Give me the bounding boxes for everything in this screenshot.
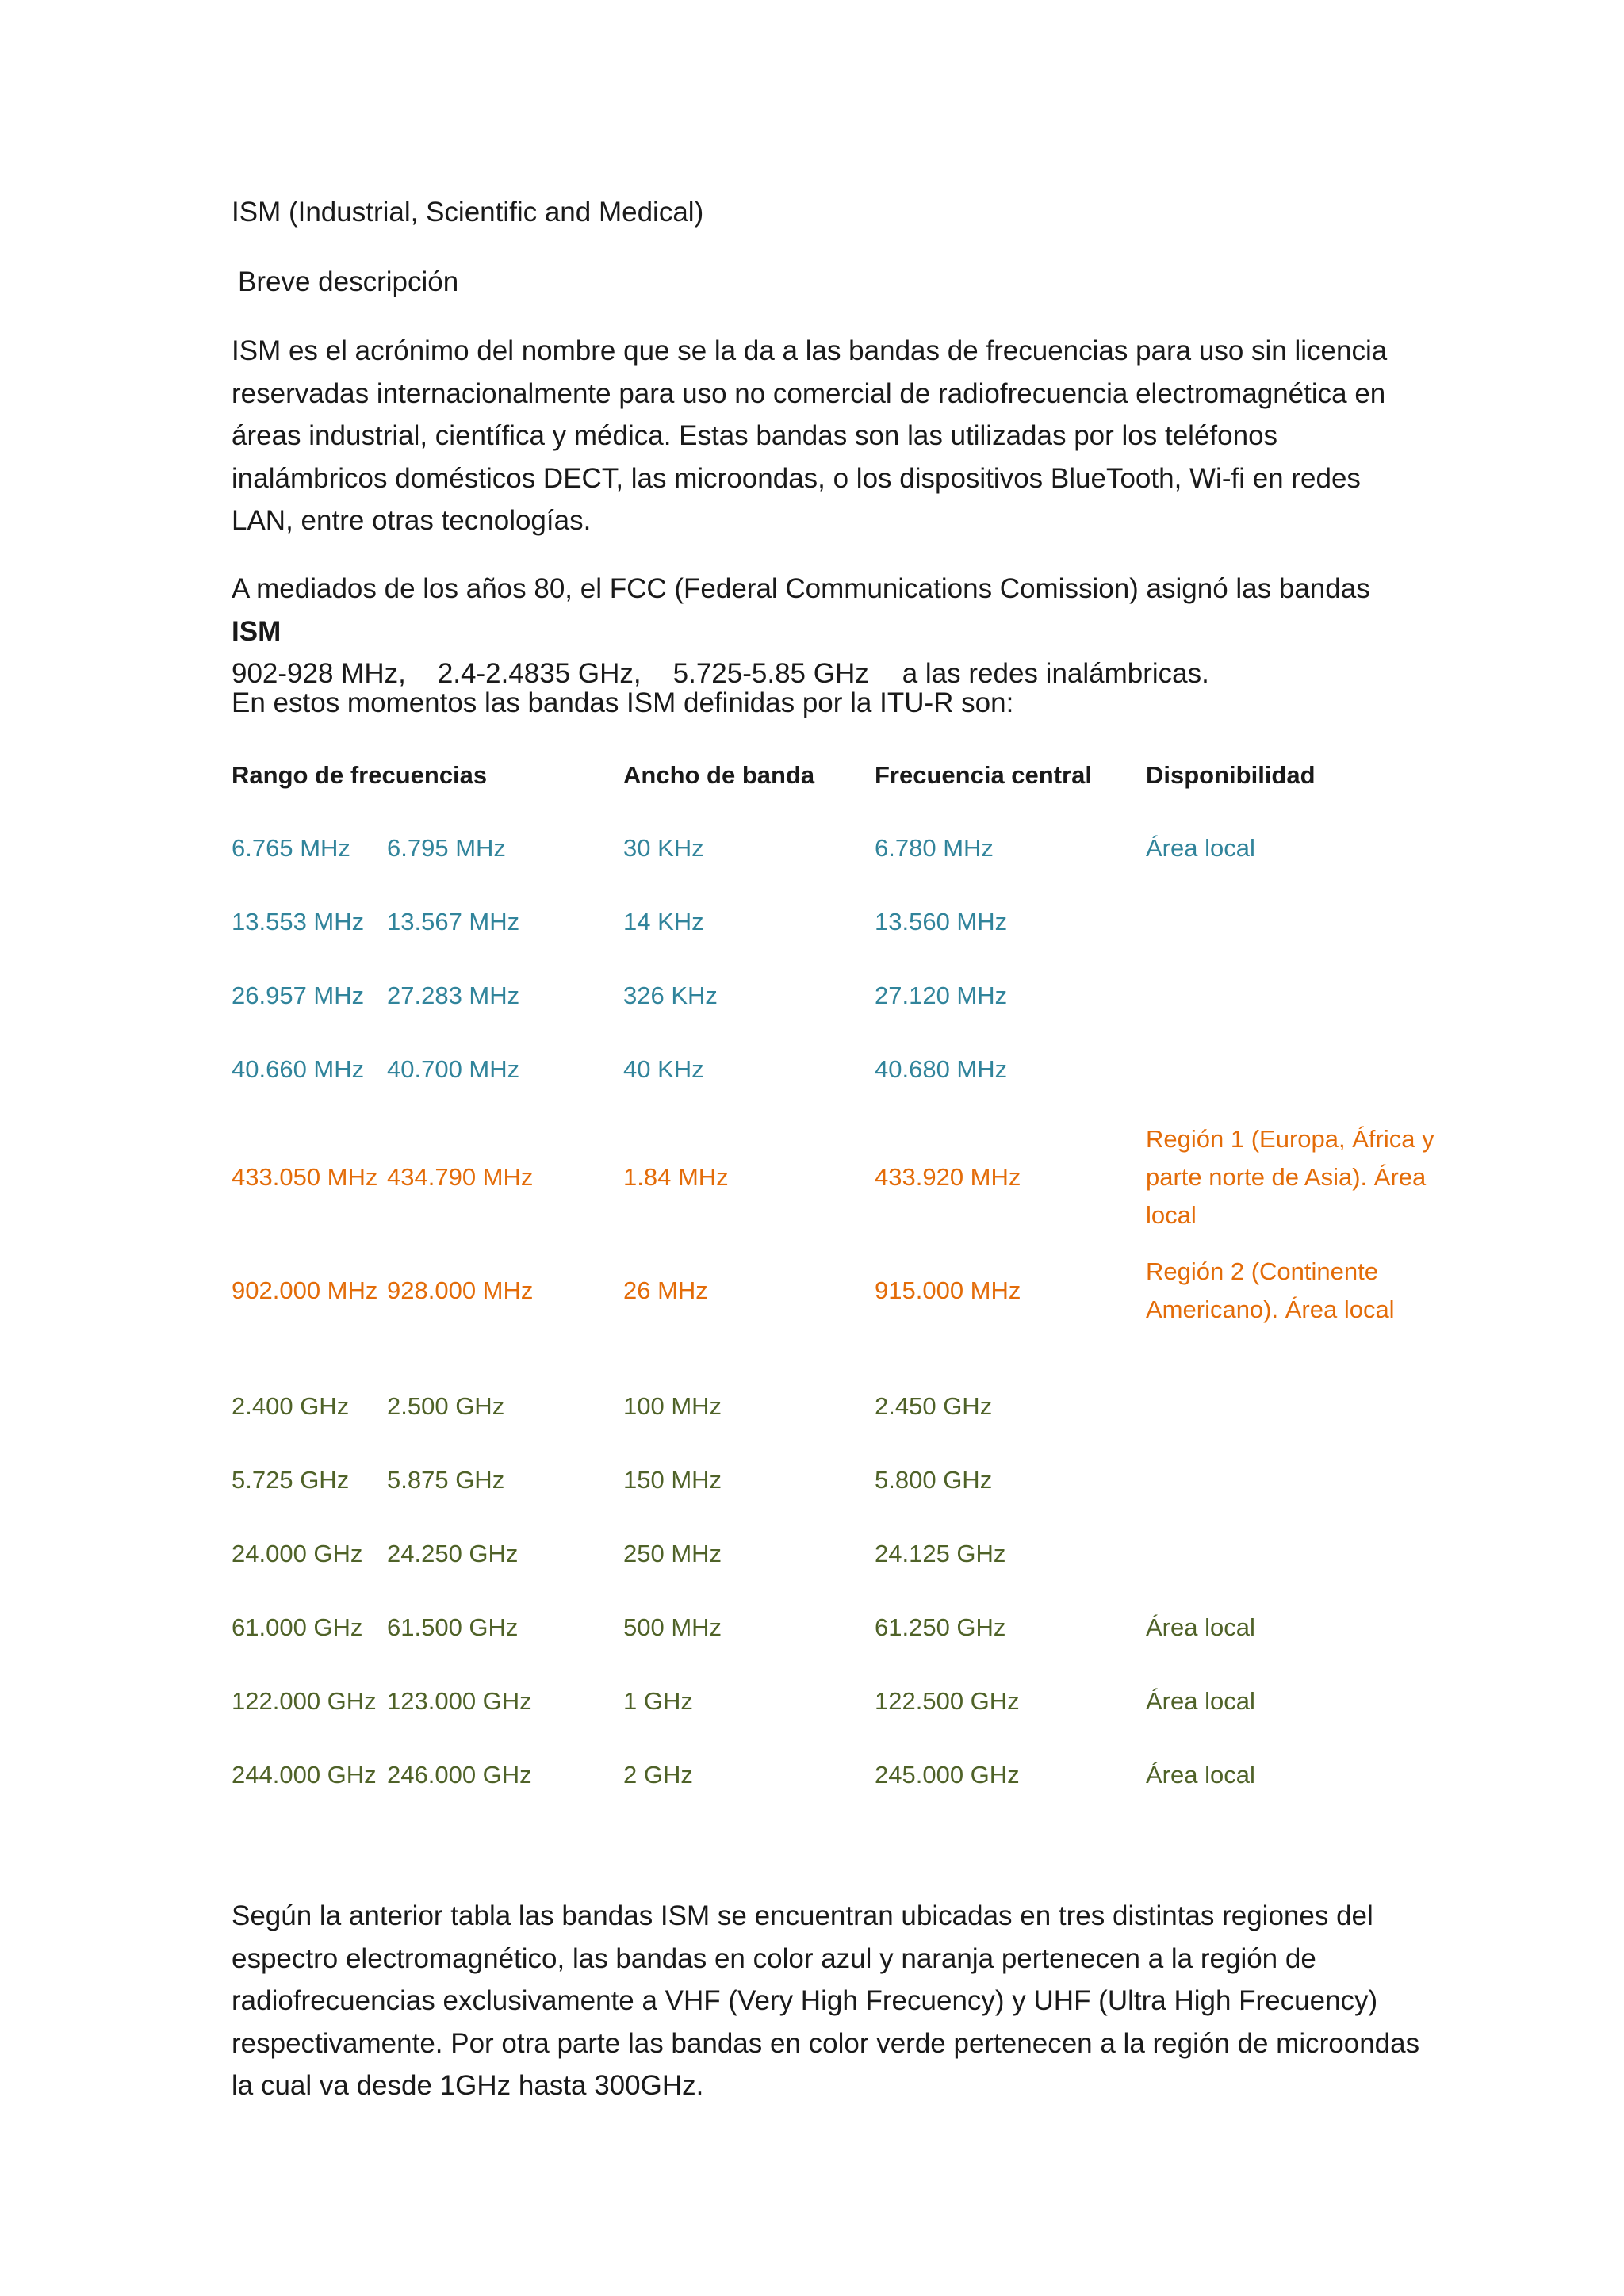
history-paragraph: [232, 568, 1421, 695]
table-row: [232, 1679, 1469, 1724]
cell-range-to: 40.700 MHz: [387, 1055, 520, 1083]
table-row: [232, 1605, 1469, 1650]
cell-bandwidth: 2 GHz: [623, 1761, 693, 1789]
document-title: ISM (Industrial, Scientific and Medical): [232, 197, 704, 228]
cell-range-from: 244.000 GHz: [232, 1761, 377, 1789]
cell-center-frequency: 40.680 MHz: [875, 1055, 1008, 1083]
cell-range-from: 61.000 GHz: [232, 1613, 363, 1641]
document-subtitle: Breve descripción: [238, 266, 459, 297]
cell-availability: [1146, 1458, 1447, 1502]
cell-range-from: 40.660 MHz: [232, 1055, 365, 1083]
cell-range-from: 26.957 MHz: [232, 982, 365, 1009]
cell-range-to: 2.500 GHz: [387, 1392, 505, 1420]
cell-center-frequency: 915.000 MHz: [875, 1276, 1021, 1304]
cell-bandwidth: 1.84 MHz: [623, 1163, 729, 1191]
cell-range-from: 24.000 GHz: [232, 1540, 363, 1567]
cell-center-frequency: 61.250 GHz: [875, 1613, 1006, 1641]
cell-availability: Región 1 (Europa, África y parte norte de Asia). Área local: [1146, 1125, 1434, 1229]
table-row: [232, 974, 1469, 1018]
cell-availability: Área local: [1146, 1613, 1255, 1641]
table-row: [232, 1532, 1469, 1576]
cell-center-frequency: 5.800 GHz: [875, 1466, 993, 1494]
history-band-2: 2.4-2.4835 GHz,: [437, 658, 642, 689]
cell-range-from: 5.725 GHz: [232, 1466, 350, 1494]
cell-range-to: 928.000 MHz: [387, 1276, 534, 1304]
history-band-3: 5.725-5.85 GHz: [672, 658, 869, 689]
cell-range-to: 123.000 GHz: [387, 1687, 532, 1715]
cell-availability: Región 2 (Continente Americano). Área local: [1146, 1257, 1395, 1323]
table-row: [232, 1047, 1469, 1092]
history-text-b: a las redes inalámbricas.: [902, 658, 1209, 689]
cell-center-frequency: 24.125 GHz: [875, 1540, 1006, 1567]
cell-bandwidth: 26 MHz: [623, 1276, 708, 1304]
cell-availability: Área local: [1146, 834, 1255, 862]
header-availability: Disponibilidad: [1146, 761, 1316, 789]
cell-range-from: 433.050 MHz: [232, 1163, 378, 1191]
cell-bandwidth: 14 KHz: [623, 908, 704, 936]
cell-center-frequency: 27.120 MHz: [875, 982, 1008, 1009]
cell-center-frequency: 433.920 MHz: [875, 1163, 1021, 1191]
table-row: [232, 1384, 1469, 1429]
cell-availability: [1146, 900, 1447, 944]
cell-center-frequency: 245.000 GHz: [875, 1761, 1020, 1789]
history-bold-ism: ISM: [232, 615, 282, 647]
cell-center-frequency: 2.450 GHz: [875, 1392, 993, 1420]
cell-bandwidth: 500 MHz: [623, 1613, 722, 1641]
header-frequency-range: Rango de frecuencias: [232, 761, 488, 789]
cell-range-to: 61.500 GHz: [387, 1613, 519, 1641]
cell-availability: Área local: [1146, 1687, 1255, 1715]
table-row: [232, 1121, 1469, 1234]
table-header: [232, 753, 1469, 798]
cell-range-to: 434.790 MHz: [387, 1163, 534, 1191]
cell-range-to: 24.250 GHz: [387, 1540, 519, 1567]
header-center-frequency: Frecuencia central: [875, 761, 1092, 789]
history-band-1: 902-928 MHz,: [232, 658, 406, 689]
table-row: [232, 900, 1469, 944]
cell-bandwidth: 100 MHz: [623, 1392, 722, 1420]
cell-availability: [1146, 1047, 1447, 1092]
table-row: [232, 1253, 1469, 1329]
cell-range-to: 27.283 MHz: [387, 982, 520, 1009]
history-text-a: A mediados de los años 80, el FCC (Federal Communications Comission) asignó las bandas: [232, 573, 1370, 604]
cell-range-from: 902.000 MHz: [232, 1276, 378, 1304]
cell-availability: [1146, 974, 1447, 1018]
header-bandwidth: Ancho de banda: [623, 761, 815, 789]
cell-availability: Área local: [1146, 1761, 1255, 1789]
cell-range-to: 246.000 GHz: [387, 1761, 532, 1789]
cell-bandwidth: 30 KHz: [623, 834, 704, 862]
cell-availability: [1146, 1384, 1447, 1429]
cell-range-from: 2.400 GHz: [232, 1392, 350, 1420]
cell-range-to: 5.875 GHz: [387, 1466, 505, 1494]
cell-range-from: 6.765 MHz: [232, 834, 350, 862]
cell-bandwidth: 1 GHz: [623, 1687, 693, 1715]
intro-paragraph: ISM es el acrónimo del nombre que se la da a las bandas de frecuencias para uso sin licencia reservadas internacionalmente para uso no comercial de radiofrecuencia electromagnética en áreas industrial, científica y médica. Estas bandas son las utilizadas por los teléfonos inalámbricos domésticos DECT, las microondas, o los dispositivos BlueTooth, Wi-fi en redes LAN, entre otras tecnologías.: [232, 335, 1388, 536]
cell-availability: [1146, 1532, 1447, 1576]
cell-range-to: 13.567 MHz: [387, 908, 520, 936]
cell-center-frequency: 122.500 GHz: [875, 1687, 1020, 1715]
cell-bandwidth: 40 KHz: [623, 1055, 704, 1083]
cell-center-frequency: 13.560 MHz: [875, 908, 1008, 936]
cell-bandwidth: 326 KHz: [623, 982, 718, 1009]
cell-bandwidth: 250 MHz: [623, 1540, 722, 1567]
table-row: [232, 1753, 1469, 1797]
cell-range-from: 13.553 MHz: [232, 908, 365, 936]
table-intro-paragraph: En estos momentos las bandas ISM definidas por la ITU-R son:: [232, 687, 1014, 718]
cell-bandwidth: 150 MHz: [623, 1466, 722, 1494]
cell-range-to: 6.795 MHz: [387, 834, 506, 862]
cell-center-frequency: 6.780 MHz: [875, 834, 994, 862]
table-row: [232, 1458, 1469, 1502]
table-row: [232, 826, 1469, 871]
cell-range-from: 122.000 GHz: [232, 1687, 377, 1715]
conclusion-paragraph: Según la anterior tabla las bandas ISM se encuentran ubicadas en tres distintas regiones del espectro electromagnético, las bandas en color azul y naranja pertenecen a la región de radiofrecuencias exclusivamente a VHF (Very High Frecuency) y UHF (Ultra High Frecuency) respectivamente. Por otra parte las bandas en color verde pertenecen a la región de microondas la cual va desde 1GHz hasta 300GHz.: [232, 1900, 1420, 2101]
